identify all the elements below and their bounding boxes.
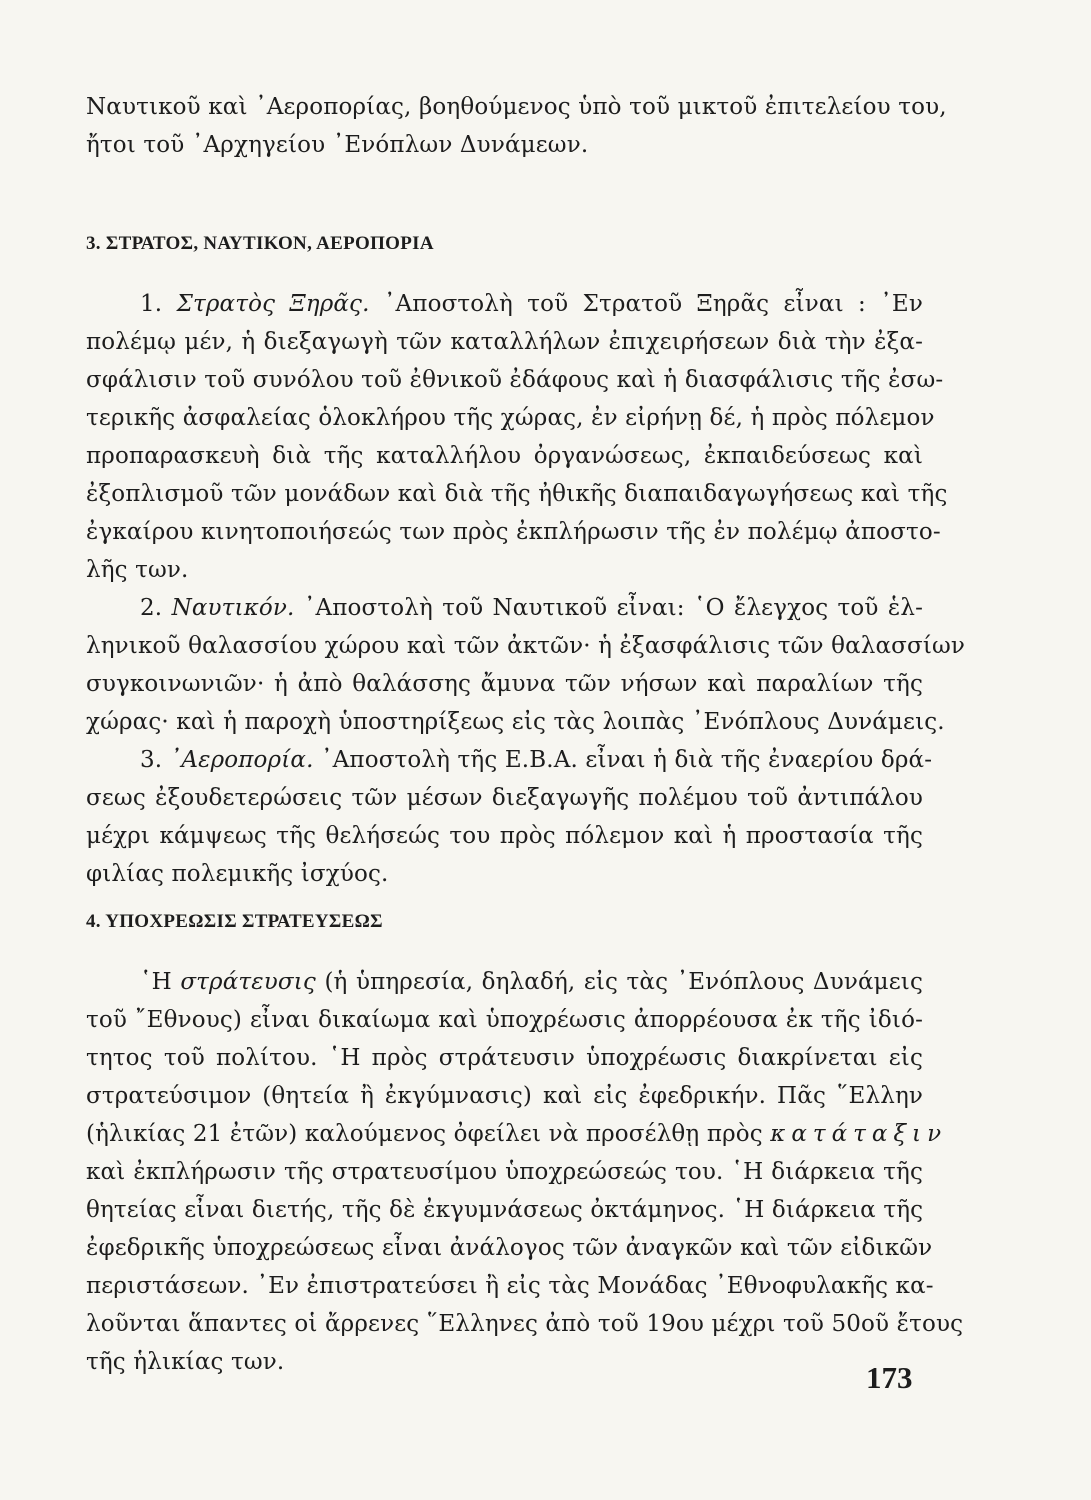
item-title: ᾽Αεροπορία. (169, 747, 314, 773)
item-number: 1. (140, 291, 163, 317)
text-line: θητείας εἶναι διετής, τῆς δὲ ἐκγυμνάσεως ὀκτάμηνος. ῾Η διάρκεια τῆς (86, 1197, 924, 1223)
text-line: περιστάσεων. ᾽Εν ἐπιστρατεύσει ἢ εἰς τὰς Μονάδας ᾽Εθνοφυλακῆς κα- (86, 1273, 934, 1299)
text-line: καὶ ἐκπλήρωσιν τῆς στρατευσίμου ὑποχρεώσεώς του. ῾Η διάρκεια τῆς (86, 1159, 923, 1185)
text-line: ἐφεδρικῆς ὑποχρεώσεως εἶναι ἀνάλογος τῶν ἀναγκῶν καὶ τῶν εἰδικῶν (86, 1235, 933, 1261)
text-line: τητος τοῦ πολίτου. ῾Η πρὸς στράτευσιν ὑποχρέωσις διακρίνεται εἰς (86, 1045, 923, 1071)
item-text: (ἡ ὑπηρεσία, δηλαδή, εἰς τὰς ᾽Ενόπλους Δυνάμεις (324, 969, 923, 995)
lead-word: ῾Η (140, 969, 172, 995)
text-line: συγκοινωνιῶν· ἡ ἀπὸ θαλάσσης ἄμυνα τῶν νήσων καὶ παραλίων τῆς (86, 671, 923, 697)
section-heading: 3. ΣΤΡΑΤΟΣ, ΝΑΥΤΙΚΟΝ, ΑΕΡΟΠΟΡΙΑ (86, 233, 434, 254)
paragraph-first-line (140, 967, 923, 997)
text-line: ἐγκαίρου κινητοποιήσεώς των πρὸς ἐκπλήρωσιν τῆς ἐν πολέμῳ ἀποστο- (86, 519, 941, 545)
text-line: λῆς των. (86, 557, 189, 583)
section-heading: 4. ΥΠΟΧΡΕΩΣΙΣ ΣΤΡΑΤΕΥΣΕΩΣ (86, 911, 383, 932)
text-line: τερικῆς ἀσφαλείας ὁλοκλήρου τῆς χώρας, ἐν εἰρήνῃ δέ, ἡ πρὸς πόλεμον (86, 405, 935, 431)
text-line: ἐξοπλισμοῦ τῶν μονάδων καὶ διὰ τῆς ἠθικῆς διαπαιδαγωγήσεως καὶ τῆς (86, 481, 948, 507)
paragraph-first-line (140, 289, 923, 319)
text-line: Ναυτικοῦ καὶ ᾽Αεροπορίας, βοηθούμενος ὑπὸ τοῦ μικτοῦ ἐπιτελείου του, (86, 94, 947, 120)
text-line (86, 1119, 948, 1149)
text-line: λοῦνται ἅπαντες οἱ ἄρρενες ῞Ελληνες ἀπὸ τοῦ 19ου μέχρι τοῦ 50οῦ ἔτους (86, 1311, 964, 1337)
text-line: προπαρασκευὴ διὰ τῆς καταλλήλου ὀργανώσεως, ἐκπαιδεύσεως καὶ (86, 443, 923, 469)
item-text: ᾽Αποστολὴ τῆς Ε.Β.Α. εἶναι ἡ διὰ τῆς ἐναερίου δρά- (321, 747, 933, 773)
item-number: 2. (140, 595, 163, 621)
paragraph-first-line (140, 745, 933, 775)
item-title: Στρατὸς Ξηρᾶς. (176, 291, 370, 317)
item-number: 3. (140, 747, 163, 773)
text-line: σεως ἐξουδετερώσεις τῶν μέσων διεξαγωγῆς πολέμου τοῦ ἀντιπάλου (86, 785, 923, 811)
term: στράτευσις (180, 969, 316, 995)
item-title: Ναυτικόν. (171, 595, 295, 621)
text-line: πολέμῳ μέν, ἡ διεξαγωγὴ τῶν καταλλήλων ἐπιχειρήσεων διὰ τὴν ἐξα- (86, 329, 923, 355)
text-line: φιλίας πολεμικῆς ἰσχύος. (86, 861, 389, 887)
text-line: στρατεύσιμον (θητεία ἢ ἐκγύμνασις) καὶ εἰς ἐφεδρικήν. Πᾶς ῞Ελλην (86, 1083, 923, 1109)
text-line: τοῦ ῎Εθνους) εἶναι δικαίωμα καὶ ὑποχρέωσις ἀπορρέουσα ἐκ τῆς ἰδιό- (86, 1007, 923, 1033)
item-text: ᾽Αποστολὴ τοῦ Στρατοῦ Ξηρᾶς εἶναι : ᾽Εν (383, 291, 923, 317)
text-line: ἤτοι τοῦ ᾽Αρχηγείου ᾽Ενόπλων Δυνάμεων. (86, 132, 589, 158)
text-line: ληνικοῦ θαλασσίου χώρου καὶ τῶν ἀκτῶν· ἡ ἐξασφάλισις τῶν θαλασσίων (86, 633, 966, 659)
spaced-term: κατάταξιν (770, 1121, 948, 1147)
text-line: τῆς ἡλικίας των. (86, 1349, 285, 1375)
page-number: 173 (866, 1360, 913, 1395)
text-line: σφάλισιν τοῦ συνόλου τοῦ ἐθνικοῦ ἐδάφους καὶ ἡ διασφάλισις τῆς ἐσω- (86, 367, 944, 393)
text-line: χώρας· καὶ ἡ παροχὴ ὑποστηρίξεως εἰς τὰς λοιπὰς ᾽Ενόπλους Δυνάμεις. (86, 709, 945, 735)
item-text: ᾽Αποστολὴ τοῦ Ναυτικοῦ εἶναι: ῾Ο ἔλεγχος τοῦ ἑλ- (303, 595, 924, 621)
text-line: μέχρι κάμψεως τῆς θελήσεώς του πρὸς πόλεμον καὶ ἡ προστασία τῆς (86, 823, 923, 849)
line-text: (ἡλικίας 21 ἐτῶν) καλούμενος ὀφείλει νὰ προσέλθῃ πρὸς (86, 1121, 763, 1147)
paragraph-first-line (140, 593, 923, 623)
